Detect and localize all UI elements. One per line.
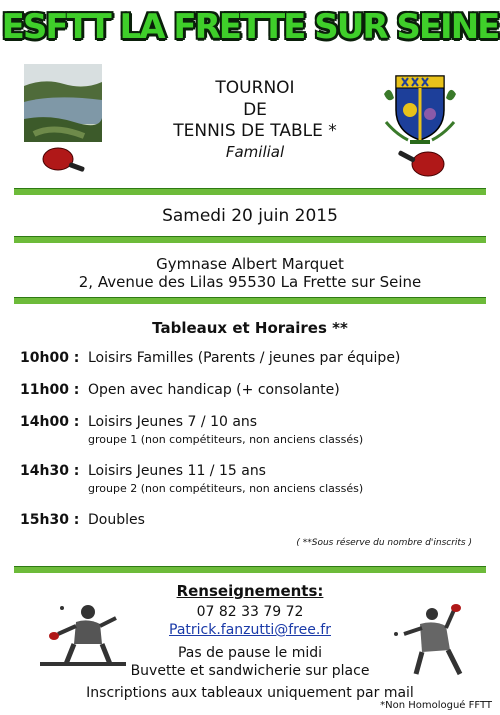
paddle-icon [398, 142, 448, 182]
info-line-3: Inscriptions aux tableaux uniquement par mail [86, 685, 414, 701]
schedule-time: 10h00 : [20, 350, 80, 366]
schedule-event: Doubles [88, 512, 145, 528]
title-line-1: TOURNOI [215, 78, 295, 98]
title-line-2: DE [243, 100, 267, 120]
schedule-note: ( **Sous réserve du nombre d'inscrits ) [296, 538, 472, 548]
schedule-time: 11h00 : [20, 382, 80, 398]
player-illustration-right [388, 604, 474, 676]
schedule-event: Loisirs Jeunes 11 / 15 ans [88, 463, 266, 479]
venue-name: Gymnase Albert Marquet [156, 255, 344, 273]
schedule-time: 15h30 : [20, 512, 80, 528]
info-title: Renseignements: [176, 582, 324, 600]
schedule-event: Loisirs Jeunes 7 / 10 ans [88, 414, 258, 430]
schedule-event: Open avec handicap (+ consolante) [88, 382, 340, 398]
paddle-icon [40, 146, 90, 176]
town-crest-icon [380, 64, 460, 146]
banner-title: ESFTT LA FRETTE SUR SEINE [1, 7, 499, 47]
footnote: *Non Homologué FFTT [380, 700, 492, 711]
schedule-time: 14h30 : [20, 463, 80, 479]
info-line-1: Pas de pause le midi [177, 645, 323, 661]
info-line-2: Buvette et sandwicherie sur place [130, 663, 370, 679]
title-familial: Familial [225, 143, 285, 161]
landscape-photo [24, 64, 102, 142]
player-illustration-left [40, 600, 126, 670]
divider-bar [14, 297, 486, 304]
divider-bar [14, 236, 486, 243]
schedule-time: 14h00 : [20, 414, 80, 430]
email-link[interactable]: Patrick.fanzutti@free.fr [169, 622, 331, 638]
event-date: Samedi 20 juin 2015 [162, 206, 338, 226]
schedule-detail: groupe 2 (non compétiteurs, non anciens classés) [88, 482, 364, 495]
schedule-detail: groupe 1 (non compétiteurs, non anciens classés) [88, 433, 364, 446]
info-phone: 07 82 33 79 72 [196, 604, 304, 620]
venue-address: 2, Avenue des Lilas 95530 La Frette sur Seine [78, 273, 422, 291]
divider-bar [14, 566, 486, 573]
divider-bar [14, 188, 486, 195]
schedule-title: Tableaux et Horaires ** [152, 319, 348, 337]
title-line-3: TENNIS DE TABLE * [173, 121, 337, 141]
schedule-event: Loisirs Familles (Parents / jeunes par équipe) [88, 350, 401, 366]
